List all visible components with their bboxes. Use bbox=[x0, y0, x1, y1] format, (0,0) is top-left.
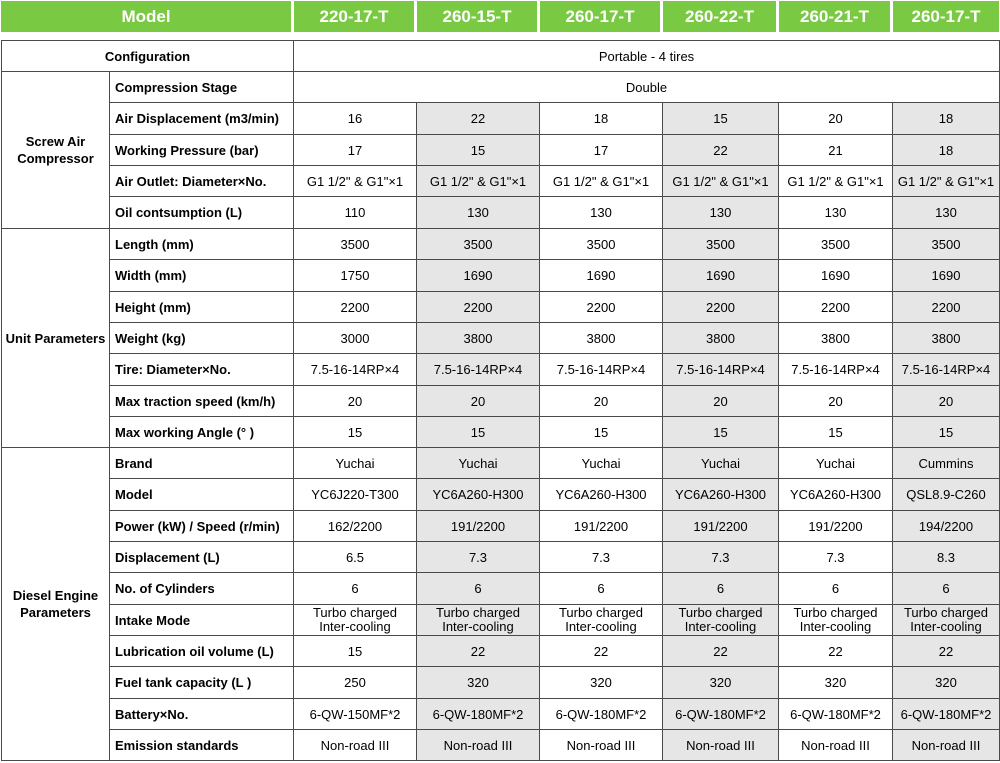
cell-value: 22 bbox=[779, 636, 893, 667]
cell-value-line2: Inter-cooling bbox=[319, 619, 391, 634]
table-row bbox=[2, 573, 1000, 605]
group-label-line2: Parameters bbox=[20, 605, 91, 620]
cell-value: 1690 bbox=[540, 260, 663, 292]
cell-value: 15 bbox=[417, 417, 540, 448]
row-value-span: Double bbox=[294, 72, 1000, 103]
row-label: Displacement (L) bbox=[110, 542, 294, 573]
table-row bbox=[2, 448, 1000, 479]
cell-value: 8.3 bbox=[893, 542, 1000, 573]
cell-value: 162/2200 bbox=[294, 511, 417, 542]
cell-value: 2200 bbox=[417, 292, 540, 323]
table-row bbox=[2, 292, 1000, 323]
table-row bbox=[2, 260, 1000, 292]
cell-value: 3500 bbox=[663, 229, 779, 260]
model-header-6: 260-17-T bbox=[893, 1, 999, 32]
cell-value: G1 1/2" & G1"×1 bbox=[779, 166, 893, 197]
cell-value: 15 bbox=[893, 417, 1000, 448]
cell-value: 22 bbox=[540, 636, 663, 667]
cell-value: 20 bbox=[540, 386, 663, 417]
cell-value: 191/2200 bbox=[779, 511, 893, 542]
cell-value: 22 bbox=[893, 636, 1000, 667]
row-label: Battery×No. bbox=[110, 699, 294, 730]
cell-value: 320 bbox=[663, 667, 779, 699]
cell-value: 20 bbox=[417, 386, 540, 417]
cell-value: QSL8.9-C260 bbox=[893, 479, 1000, 511]
cell-value: 7.3 bbox=[417, 542, 540, 573]
row-label: Model bbox=[110, 479, 294, 511]
table-row bbox=[2, 72, 1000, 103]
model-header-3: 260-17-T bbox=[540, 1, 660, 32]
cell-value: 22 bbox=[417, 103, 540, 135]
cell-value-line1: Turbo charged bbox=[903, 605, 989, 620]
table-row bbox=[2, 197, 1000, 229]
cell-value: Non-road III bbox=[893, 730, 1000, 761]
cell-value bbox=[779, 605, 893, 636]
cell-value: G1 1/2" & G1"×1 bbox=[417, 166, 540, 197]
cell-value: G1 1/2" & G1"×1 bbox=[294, 166, 417, 197]
cell-value: 7.3 bbox=[779, 542, 893, 573]
table-row bbox=[2, 103, 1000, 135]
row-label: Air Displacement (m3/min) bbox=[110, 103, 294, 135]
cell-value-line1: Turbo charged bbox=[435, 605, 521, 620]
row-label: Working Pressure (bar) bbox=[110, 135, 294, 166]
cell-value bbox=[893, 605, 1000, 636]
cell-value: 7.5-16-14RP×4 bbox=[893, 354, 1000, 386]
cell-value: YC6A260-H300 bbox=[663, 479, 779, 511]
cell-value: Yuchai bbox=[779, 448, 893, 479]
cell-value: 20 bbox=[893, 386, 1000, 417]
cell-value: 130 bbox=[893, 197, 1000, 229]
row-label: Fuel tank capacity (L ) bbox=[110, 667, 294, 699]
cell-value: Yuchai bbox=[294, 448, 417, 479]
cell-value: Yuchai bbox=[417, 448, 540, 479]
cell-value: 22 bbox=[417, 636, 540, 667]
cell-value: 320 bbox=[893, 667, 1000, 699]
cell-value-line1: Turbo charged bbox=[793, 605, 878, 620]
cell-value: 320 bbox=[417, 667, 540, 699]
cell-value: 15 bbox=[294, 417, 417, 448]
table-row bbox=[2, 479, 1000, 511]
cell-value: G1 1/2" & G1"×1 bbox=[893, 166, 1000, 197]
cell-value: 20 bbox=[663, 386, 779, 417]
cell-value: 21 bbox=[779, 135, 893, 166]
configuration-label: Configuration bbox=[2, 41, 294, 72]
cell-value: 22 bbox=[663, 636, 779, 667]
row-label: Compression Stage bbox=[110, 72, 294, 103]
cell-value: 18 bbox=[540, 103, 663, 135]
cell-value: 6-QW-150MF*2 bbox=[294, 699, 417, 730]
model-header-label: Model bbox=[1, 1, 291, 32]
cell-value: 6 bbox=[417, 573, 540, 605]
cell-value: 3800 bbox=[540, 323, 663, 354]
table-row bbox=[2, 605, 1000, 636]
row-label: Max working Angle (° ) bbox=[110, 417, 294, 448]
cell-value: 3500 bbox=[417, 229, 540, 260]
cell-value bbox=[663, 605, 779, 636]
cell-value: G1 1/2" & G1"×1 bbox=[663, 166, 779, 197]
cell-value-line1: Turbo charged bbox=[312, 605, 398, 620]
cell-value: 18 bbox=[893, 135, 1000, 166]
cell-value: 250 bbox=[294, 667, 417, 699]
table-row bbox=[2, 323, 1000, 354]
cell-value: 6.5 bbox=[294, 542, 417, 573]
cell-value: 130 bbox=[779, 197, 893, 229]
model-header-1: 220-17-T bbox=[294, 1, 414, 32]
cell-value bbox=[417, 605, 540, 636]
row-label: Air Outlet: Diameter×No. bbox=[110, 166, 294, 197]
cell-value: 7.5-16-14RP×4 bbox=[417, 354, 540, 386]
cell-value: 6-QW-180MF*2 bbox=[893, 699, 1000, 730]
row-label: Power (kW) / Speed (r/min) bbox=[110, 511, 294, 542]
cell-value: 6 bbox=[893, 573, 1000, 605]
cell-value: 110 bbox=[294, 197, 417, 229]
cell-value: 130 bbox=[540, 197, 663, 229]
cell-value: 3800 bbox=[779, 323, 893, 354]
row-label: Tire: Diameter×No. bbox=[110, 354, 294, 386]
cell-value: 17 bbox=[294, 135, 417, 166]
row-label: Width (mm) bbox=[110, 260, 294, 292]
table-row bbox=[2, 730, 1000, 761]
group-label-line2: Compressor bbox=[17, 151, 94, 166]
row-label: Length (mm) bbox=[110, 229, 294, 260]
cell-value: 20 bbox=[779, 386, 893, 417]
cell-value bbox=[540, 605, 663, 636]
cell-value bbox=[294, 605, 417, 636]
cell-value-line1: Turbo charged bbox=[678, 605, 763, 620]
row-label: Oil contsumption (L) bbox=[110, 197, 294, 229]
cell-value: 1750 bbox=[294, 260, 417, 292]
cell-value: 3500 bbox=[294, 229, 417, 260]
cell-value: 20 bbox=[779, 103, 893, 135]
cell-value: 2200 bbox=[779, 292, 893, 323]
cell-value: Non-road III bbox=[663, 730, 779, 761]
cell-value: 18 bbox=[893, 103, 1000, 135]
cell-value: 1690 bbox=[893, 260, 1000, 292]
table-row bbox=[2, 667, 1000, 699]
cell-value: 320 bbox=[779, 667, 893, 699]
cell-value: 7.5-16-14RP×4 bbox=[663, 354, 779, 386]
row-label: Lubrication oil volume (L) bbox=[110, 636, 294, 667]
cell-value: 6-QW-180MF*2 bbox=[663, 699, 779, 730]
spec-table bbox=[1, 40, 1000, 761]
table-row bbox=[2, 166, 1000, 197]
cell-value: 2200 bbox=[294, 292, 417, 323]
cell-value: 15 bbox=[779, 417, 893, 448]
group-label-line1: Screw Air bbox=[25, 134, 86, 149]
cell-value: 3800 bbox=[417, 323, 540, 354]
cell-value: Yuchai bbox=[663, 448, 779, 479]
table-row bbox=[2, 699, 1000, 730]
header-band bbox=[0, 0, 1000, 35]
cell-value: 15 bbox=[540, 417, 663, 448]
cell-value: YC6A260-H300 bbox=[417, 479, 540, 511]
group-label: Unit Parameters bbox=[2, 229, 110, 448]
cell-value: 191/2200 bbox=[663, 511, 779, 542]
cell-value: Cummins bbox=[893, 448, 1000, 479]
cell-value: 15 bbox=[663, 417, 779, 448]
cell-value: Non-road III bbox=[417, 730, 540, 761]
configuration-value: Portable - 4 tires bbox=[294, 41, 1000, 72]
model-header-2: 260-15-T bbox=[417, 1, 537, 32]
table-row bbox=[2, 229, 1000, 260]
cell-value: 7.3 bbox=[540, 542, 663, 573]
cell-value: 7.5-16-14RP×4 bbox=[294, 354, 417, 386]
cell-value: 3800 bbox=[893, 323, 1000, 354]
cell-value: 130 bbox=[417, 197, 540, 229]
model-header-5: 260-21-T bbox=[779, 1, 890, 32]
cell-value: 7.3 bbox=[663, 542, 779, 573]
row-label: Emission standards bbox=[110, 730, 294, 761]
cell-value: 22 bbox=[663, 135, 779, 166]
cell-value: 194/2200 bbox=[893, 511, 1000, 542]
cell-value: 6-QW-180MF*2 bbox=[779, 699, 893, 730]
cell-value: YC6J220-T300 bbox=[294, 479, 417, 511]
cell-value: G1 1/2" & G1"×1 bbox=[540, 166, 663, 197]
cell-value-line2: Inter-cooling bbox=[799, 619, 872, 634]
table-row bbox=[2, 511, 1000, 542]
row-label: Height (mm) bbox=[110, 292, 294, 323]
cell-value: 191/2200 bbox=[417, 511, 540, 542]
cell-value: 6 bbox=[294, 573, 417, 605]
cell-value: 191/2200 bbox=[540, 511, 663, 542]
cell-value: 320 bbox=[540, 667, 663, 699]
table-row bbox=[2, 354, 1000, 386]
cell-value: 3500 bbox=[540, 229, 663, 260]
row-label: Max traction speed (km/h) bbox=[110, 386, 294, 417]
cell-value: 15 bbox=[294, 636, 417, 667]
cell-value: 1690 bbox=[417, 260, 540, 292]
group-label bbox=[2, 72, 110, 229]
cell-value-line2: Inter-cooling bbox=[565, 619, 637, 634]
cell-value: Non-road III bbox=[779, 730, 893, 761]
group-label-line1: Diesel Engine bbox=[12, 588, 99, 603]
table-row bbox=[2, 135, 1000, 166]
cell-value: 15 bbox=[417, 135, 540, 166]
cell-value: 130 bbox=[663, 197, 779, 229]
row-label: No. of Cylinders bbox=[110, 573, 294, 605]
cell-value: Non-road III bbox=[540, 730, 663, 761]
cell-value: YC6A260-H300 bbox=[779, 479, 893, 511]
table-row bbox=[2, 636, 1000, 667]
cell-value: 2200 bbox=[540, 292, 663, 323]
cell-value: 6-QW-180MF*2 bbox=[417, 699, 540, 730]
table-row bbox=[2, 417, 1000, 448]
cell-value: 6 bbox=[663, 573, 779, 605]
cell-value: 3800 bbox=[663, 323, 779, 354]
cell-value-line1: Turbo charged bbox=[558, 605, 644, 620]
cell-value: 7.5-16-14RP×4 bbox=[779, 354, 893, 386]
model-header-4: 260-22-T bbox=[663, 1, 776, 32]
cell-value: YC6A260-H300 bbox=[540, 479, 663, 511]
group-label bbox=[2, 448, 110, 761]
table-row bbox=[2, 41, 1000, 72]
cell-value: 3500 bbox=[779, 229, 893, 260]
table-row bbox=[2, 386, 1000, 417]
cell-value: 20 bbox=[294, 386, 417, 417]
cell-value-line2: Inter-cooling bbox=[910, 619, 982, 634]
row-label: Weight (kg) bbox=[110, 323, 294, 354]
cell-value: 6-QW-180MF*2 bbox=[540, 699, 663, 730]
cell-value: 1690 bbox=[663, 260, 779, 292]
cell-value: 6 bbox=[779, 573, 893, 605]
cell-value: 6 bbox=[540, 573, 663, 605]
cell-value: 3000 bbox=[294, 323, 417, 354]
cell-value: 17 bbox=[540, 135, 663, 166]
cell-value: 2200 bbox=[893, 292, 1000, 323]
cell-value: 3500 bbox=[893, 229, 1000, 260]
row-label: Brand bbox=[110, 448, 294, 479]
cell-value-line2: Inter-cooling bbox=[442, 619, 514, 634]
cell-value: 15 bbox=[663, 103, 779, 135]
row-label: Intake Mode bbox=[110, 605, 294, 636]
cell-value: 1690 bbox=[779, 260, 893, 292]
cell-value: 16 bbox=[294, 103, 417, 135]
cell-value: 2200 bbox=[663, 292, 779, 323]
cell-value: Non-road III bbox=[294, 730, 417, 761]
table-row bbox=[2, 542, 1000, 573]
cell-value-line2: Inter-cooling bbox=[684, 619, 757, 634]
cell-value: Yuchai bbox=[540, 448, 663, 479]
cell-value: 7.5-16-14RP×4 bbox=[540, 354, 663, 386]
